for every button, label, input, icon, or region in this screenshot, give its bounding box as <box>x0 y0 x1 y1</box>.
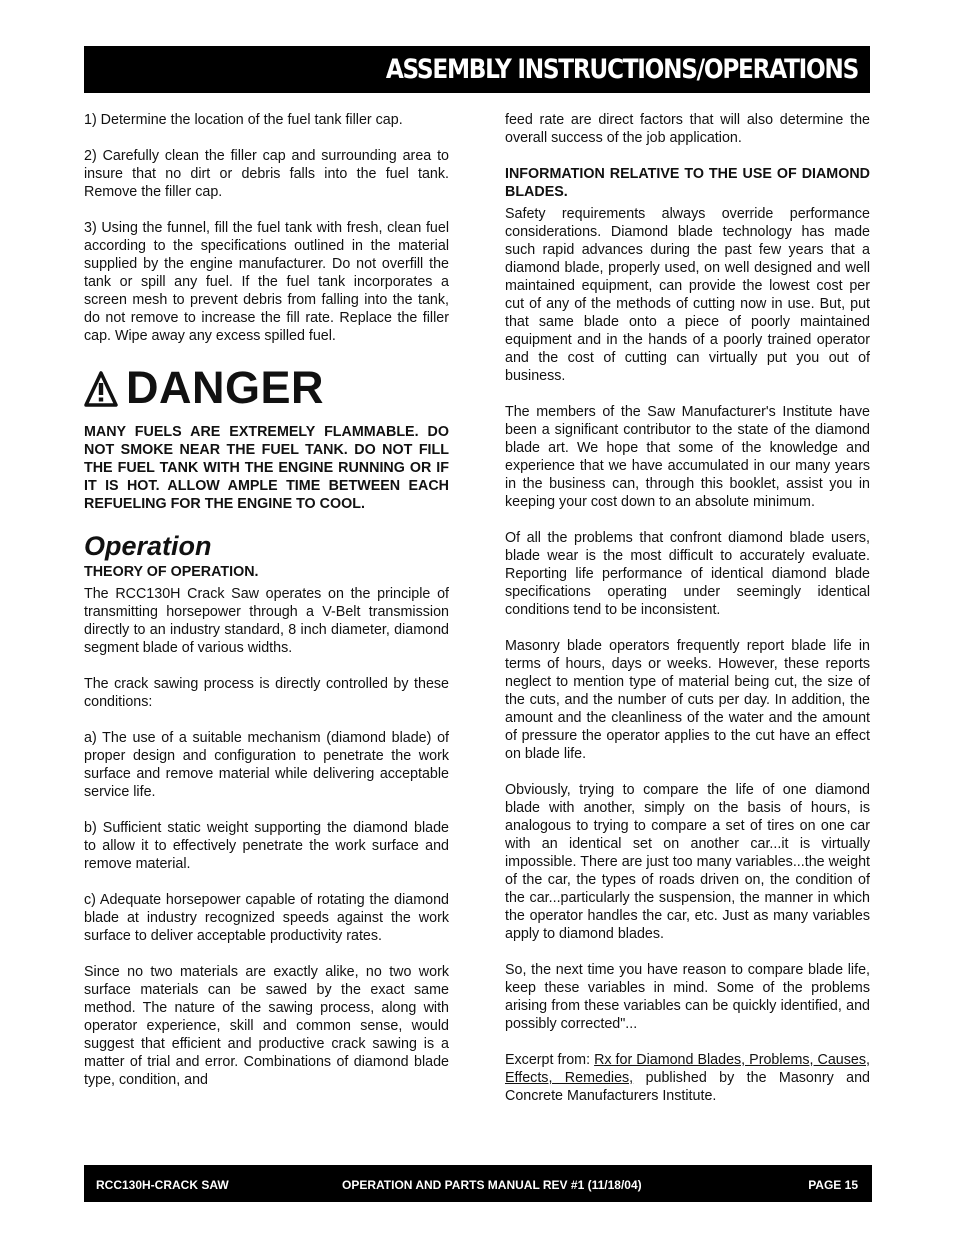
header-bar <box>84 46 870 93</box>
page-title: ASSEMBLY INSTRUCTIONS/OPERATIONS <box>385 54 858 85</box>
right-column <box>505 111 870 1105</box>
obviously-paragraph: Obviously, trying to compare the life of one diamond blade with another, simply on the basis of hours, is analogous to trying to compare a set of tires on one car with an identical set on another car...it is virtually impossible. There are just too many variables...the weight of the car, the types of roads driven on, the condition of the car...particularly the suspension, the manner in which the operator handles the car, etc. Just as many variables apply to diamond blades. <box>505 782 870 942</box>
excerpt-paragraph <box>505 1051 870 1105</box>
excerpt-title: Rx for Diamond Blades, Problems, Causes, Effects, Remedies, <box>505 1052 870 1086</box>
excerpt-prefix: Excerpt from: <box>505 1052 591 1068</box>
problems-paragraph: Of all the problems that confront diamond blade users, blade wear is the most difficult to accurately evaluate. Reporting life performance of identical diamond blade specifications operating under seemingly identical conditions tend to be inconsistent. <box>505 530 870 618</box>
step-2-text: 2) Carefully clean the filler cap and surrounding area to insure that no dirt or debris falls into the fuel tank. Remove the filler cap. <box>84 148 449 200</box>
condition-c-text: c) Adequate horsepower capable of rotating the diamond blade at industry recognized speeds against the work surface to deliver acceptable productivity rates. <box>84 892 449 944</box>
left-column <box>84 111 449 1089</box>
step-3-text: 3) Using the funnel, fill the fuel tank with fresh, clean fuel according to the specifications outlined in the material supplied by the engine manufacturer. Do not overfill the tank or spill any fuel. If the fuel tank incorporates a screen mesh to prevent debris from falling into the tank, do not remove to increase the fill rate. Replace the filler cap. Wipe away any excess spilled fuel. <box>84 220 449 344</box>
theory-heading: THEORY OF OPERATION. <box>84 564 259 580</box>
footer-manual-title: OPERATION AND PARTS MANUAL REV #1 (11/18/04) <box>342 1178 642 1192</box>
danger-heading <box>84 363 449 413</box>
theory-paragraph-1: The RCC130H Crack Saw operates on the principle of transmitting horsepower through a V-Belt transmission directly to an industry standard, 8 inch diameter, diamond segment blade of various widths. <box>84 586 449 656</box>
footer-page-number: PAGE 15 <box>808 1178 858 1192</box>
condition-a-text: a) The use of a suitable mechanism (diamond blade) of proper design and configuration to penetrate the work surface and remove material while delivering acceptable service life. <box>84 730 449 800</box>
step-1-text: 1) Determine the location of the fuel tank filler cap. <box>84 112 403 128</box>
operation-heading: Operation <box>84 531 212 561</box>
condition-b-text: b) Sufficient static weight supporting the diamond blade to allow it to effectively penetrate the work surface and remove material. <box>84 820 449 872</box>
danger-title: DANGER <box>126 362 325 413</box>
footer-bar <box>84 1165 872 1202</box>
members-paragraph: The members of the Saw Manufacturer's Institute have been a significant contributor to the state of the diamond blade art. We hope that some of the knowledge and experience that we have accumulated in our many years in the business can, through this booklet, assist you in keeping your cost down to an absolute minimum. <box>505 404 870 510</box>
theory-paragraph-2: The crack sawing process is directly controlled by these conditions: <box>84 676 449 710</box>
masonry-paragraph: Masonry blade operators frequently report blade life in terms of hours, days or weeks. However, these reports neglect to mention type of material being cut, the size of the cuts, and the number of cuts per day. In addition, the amount and the cleanliness of the water and the amount of pressure the operator applies to the cut have an effect on blade life. <box>505 638 870 762</box>
danger-warning-text: MANY FUELS ARE EXTREMELY FLAMMABLE. DO NOT SMOKE NEAR THE FUEL TANK. DO NOT FILL THE FUEL TANK WITH THE ENGINE RUNNING OR IF IT IS HOT. ALLOW AMPLE TIME BETWEEN EACH REFUELING FOR THE ENGINE TO COOL. <box>84 424 449 512</box>
since-paragraph: Since no two materials are exactly alike, no two work surface materials can be sawed by the exact same method. The nature of the sawing process, along with operator experience, skill and common sense, would suggest that efficient and productive crack sawing is a matter of trial and error. Combinations of diamond blade type, condition, and <box>84 964 449 1088</box>
diamond-blades-heading: INFORMATION RELATIVE TO THE USE OF DIAMOND BLADES. <box>505 166 870 200</box>
safety-paragraph: Safety requirements always override performance considerations. Diamond blade technology has made such rapid advances during the past few years that a diamond blade, properly used, on well designed and well maintained equipment, can provide the lowest cost per cut of any of the methods of cutting now in use. But, put that same blade onto a piece of poorly maintained equipment and in the hands of a poorly trained operator and the cost of cutting can virtually put you out of business. <box>505 206 870 384</box>
footer-model: RCC130H-CRACK SAW <box>96 1178 229 1192</box>
warning-triangle-icon <box>84 371 118 407</box>
excerpt-suffix: published by the Masonry and Concrete Manufacturers Institute. <box>505 1070 870 1104</box>
so-paragraph: So, the next time you have reason to compare blade life, keep these variables in mind. Some of the problems arising from these variables can be quickly identified, and possibly corrected"... <box>505 962 870 1032</box>
continued-paragraph: feed rate are direct factors that will also determine the overall success of the job application. <box>505 112 870 146</box>
